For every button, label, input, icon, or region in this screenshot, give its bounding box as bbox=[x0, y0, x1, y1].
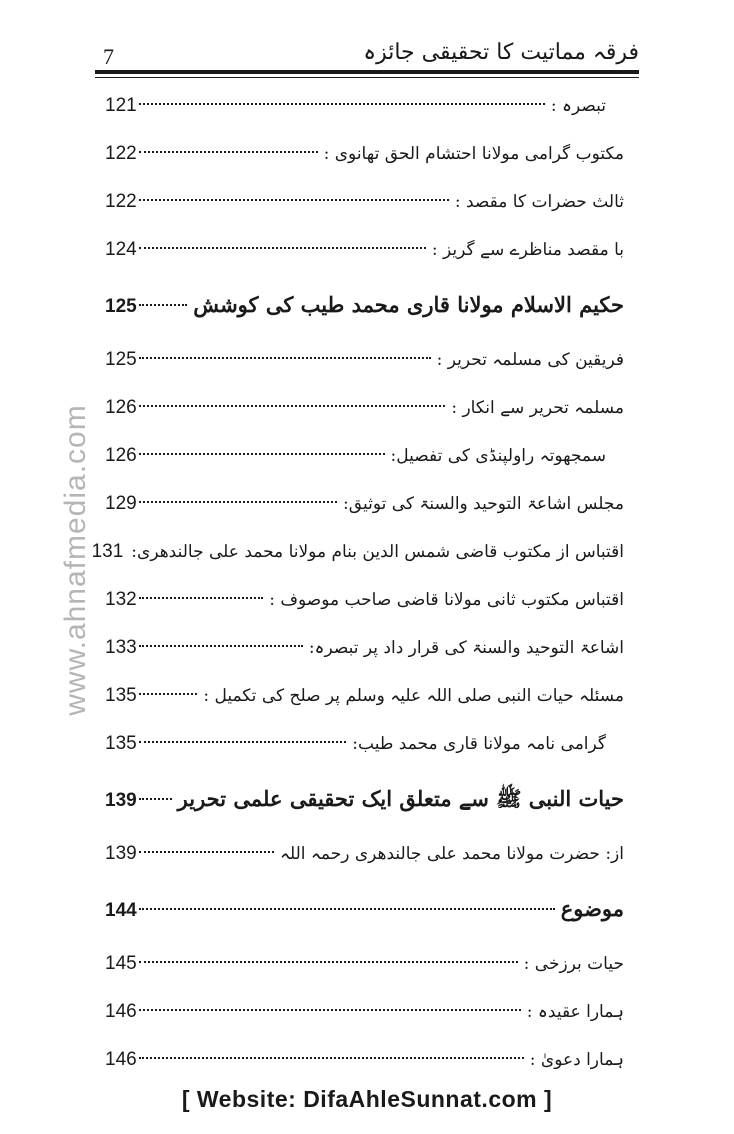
toc-page-number: 146 bbox=[105, 1049, 137, 1070]
toc-entry-title: با مقصد مناظرے سے گریز : bbox=[431, 240, 624, 260]
dot-leader bbox=[139, 798, 172, 800]
toc-page-number: 122 bbox=[105, 143, 137, 164]
header-rule-thick bbox=[95, 70, 639, 74]
toc-row[interactable] bbox=[105, 336, 624, 384]
toc-entry-title: ہمارا عقیدہ : bbox=[526, 1002, 624, 1022]
dot-leader bbox=[139, 151, 318, 153]
website-footer: [ Website: DifaAhleSunnat.com ] bbox=[181, 1086, 553, 1112]
dot-leader bbox=[139, 405, 446, 407]
watermark: www.ahnafmedia.com bbox=[59, 404, 92, 716]
toc-page-number: 122 bbox=[105, 191, 137, 212]
toc-entry-title: حکیم الاسلام مولانا قاری محمد طیب کی کوشش bbox=[193, 292, 624, 317]
toc-entry-title: مکتوب گرامی مولانا احتشام الحق تھانوی : bbox=[323, 144, 624, 164]
toc-page-number: 121 bbox=[105, 95, 137, 116]
toc-section-row[interactable] bbox=[105, 274, 624, 336]
toc-page-number: 131 bbox=[91, 541, 124, 562]
toc-entry-title: فریقین کی مسلمہ تحریر : bbox=[436, 350, 624, 370]
toc-row[interactable] bbox=[105, 720, 624, 768]
toc-entry-title: مجلس اشاعۃ التوحید والسنۃ کی توثیق: bbox=[343, 494, 624, 514]
toc-entry-title: اشاعۃ التوحید والسنۃ کی قرار داد پر تبصرہ: bbox=[308, 638, 624, 658]
dot-leader bbox=[139, 741, 347, 743]
toc-row[interactable] bbox=[105, 624, 624, 672]
toc-page-number: 132 bbox=[105, 589, 137, 610]
toc-entry-title: ثالث حضرات کا مقصد : bbox=[454, 192, 624, 212]
toc-page-number: 126 bbox=[105, 445, 137, 466]
toc-section-row[interactable] bbox=[105, 768, 624, 830]
dot-leader bbox=[139, 961, 518, 963]
dot-leader bbox=[139, 908, 555, 910]
toc-row[interactable] bbox=[105, 576, 624, 624]
toc-row[interactable] bbox=[105, 130, 624, 178]
dot-leader bbox=[139, 645, 303, 647]
toc-page-number: 145 bbox=[105, 953, 137, 974]
toc-entry-title: اقتباس مکتوب ثانی مولانا قاضی صاحب موصوف : bbox=[269, 590, 624, 610]
toc-entry-title: موضوع bbox=[560, 896, 624, 921]
table-of-contents bbox=[91, 82, 624, 1084]
toc-page-number: 139 bbox=[105, 790, 137, 811]
dot-leader bbox=[139, 357, 431, 359]
toc-row[interactable] bbox=[105, 178, 624, 226]
toc-page-number: 135 bbox=[105, 733, 137, 754]
toc-page-number: 146 bbox=[105, 1001, 137, 1022]
toc-page-number: 125 bbox=[105, 296, 137, 317]
toc-page-number: 124 bbox=[105, 239, 137, 260]
header-rule-thin bbox=[95, 77, 639, 78]
toc-row[interactable] bbox=[105, 384, 624, 432]
dot-leader bbox=[139, 851, 274, 853]
toc-page-number: 129 bbox=[105, 493, 137, 514]
toc-row[interactable] bbox=[105, 226, 624, 274]
toc-entry-title: گرامی نامہ مولانا قاری محمد طیب: bbox=[352, 734, 606, 754]
toc-entry-title: تبصرہ : bbox=[550, 96, 606, 116]
toc-entry-title: حیات النبی ﷺ سے متعلق ایک تحقیقی علمی تحریر bbox=[177, 786, 624, 811]
dot-leader bbox=[139, 453, 385, 455]
toc-page-number: 135 bbox=[105, 685, 137, 706]
toc-page-number: 126 bbox=[105, 397, 137, 418]
dot-leader bbox=[139, 1057, 524, 1059]
toc-entry-title: اقتباس از مکتوب قاضی شمس الدین بنام مولانا محمد علی جالندھری: bbox=[131, 542, 624, 562]
toc-entry-title: سمجھوتہ راولپنڈی کی تفصیل: bbox=[390, 446, 606, 466]
toc-entry-title: حیات برزخی : bbox=[523, 954, 624, 974]
toc-entry-title: مسئلہ حیات النبی صلی اللہ علیہ وسلم پر صلح کی تکمیل : bbox=[203, 686, 624, 706]
dot-leader bbox=[139, 501, 337, 503]
dot-leader bbox=[139, 103, 545, 105]
dot-leader bbox=[139, 597, 264, 599]
page-header bbox=[95, 38, 639, 72]
dot-leader bbox=[139, 247, 426, 249]
running-title: فرقہ مماتیت کا تحقیقی جائزہ bbox=[363, 40, 639, 65]
toc-row[interactable] bbox=[105, 432, 624, 480]
toc-row[interactable] bbox=[105, 830, 624, 878]
toc-page-number: 139 bbox=[105, 843, 137, 864]
dot-leader bbox=[139, 304, 188, 306]
toc-page-number: 133 bbox=[105, 637, 137, 658]
dot-leader bbox=[139, 693, 198, 695]
toc-row[interactable] bbox=[105, 1036, 624, 1084]
toc-row[interactable] bbox=[105, 82, 624, 130]
toc-section-row[interactable] bbox=[105, 878, 624, 940]
toc-row[interactable] bbox=[105, 480, 624, 528]
toc-page-number: 125 bbox=[105, 349, 137, 370]
dot-leader bbox=[139, 1009, 521, 1011]
toc-row[interactable] bbox=[105, 988, 624, 1036]
toc-row[interactable] bbox=[91, 528, 624, 576]
toc-entry-title: از: حضرت مولانا محمد علی جالندھری رحمہ اللہ bbox=[280, 844, 624, 864]
toc-entry-title: ہمارا دعویٰ : bbox=[529, 1050, 624, 1070]
toc-entry-title: مسلمہ تحریر سے انکار : bbox=[451, 398, 624, 418]
toc-row[interactable] bbox=[105, 672, 624, 720]
toc-row[interactable] bbox=[105, 940, 624, 988]
page-number: 7 bbox=[103, 44, 114, 69]
dot-leader bbox=[139, 199, 449, 201]
toc-page-number: 144 bbox=[105, 900, 137, 921]
